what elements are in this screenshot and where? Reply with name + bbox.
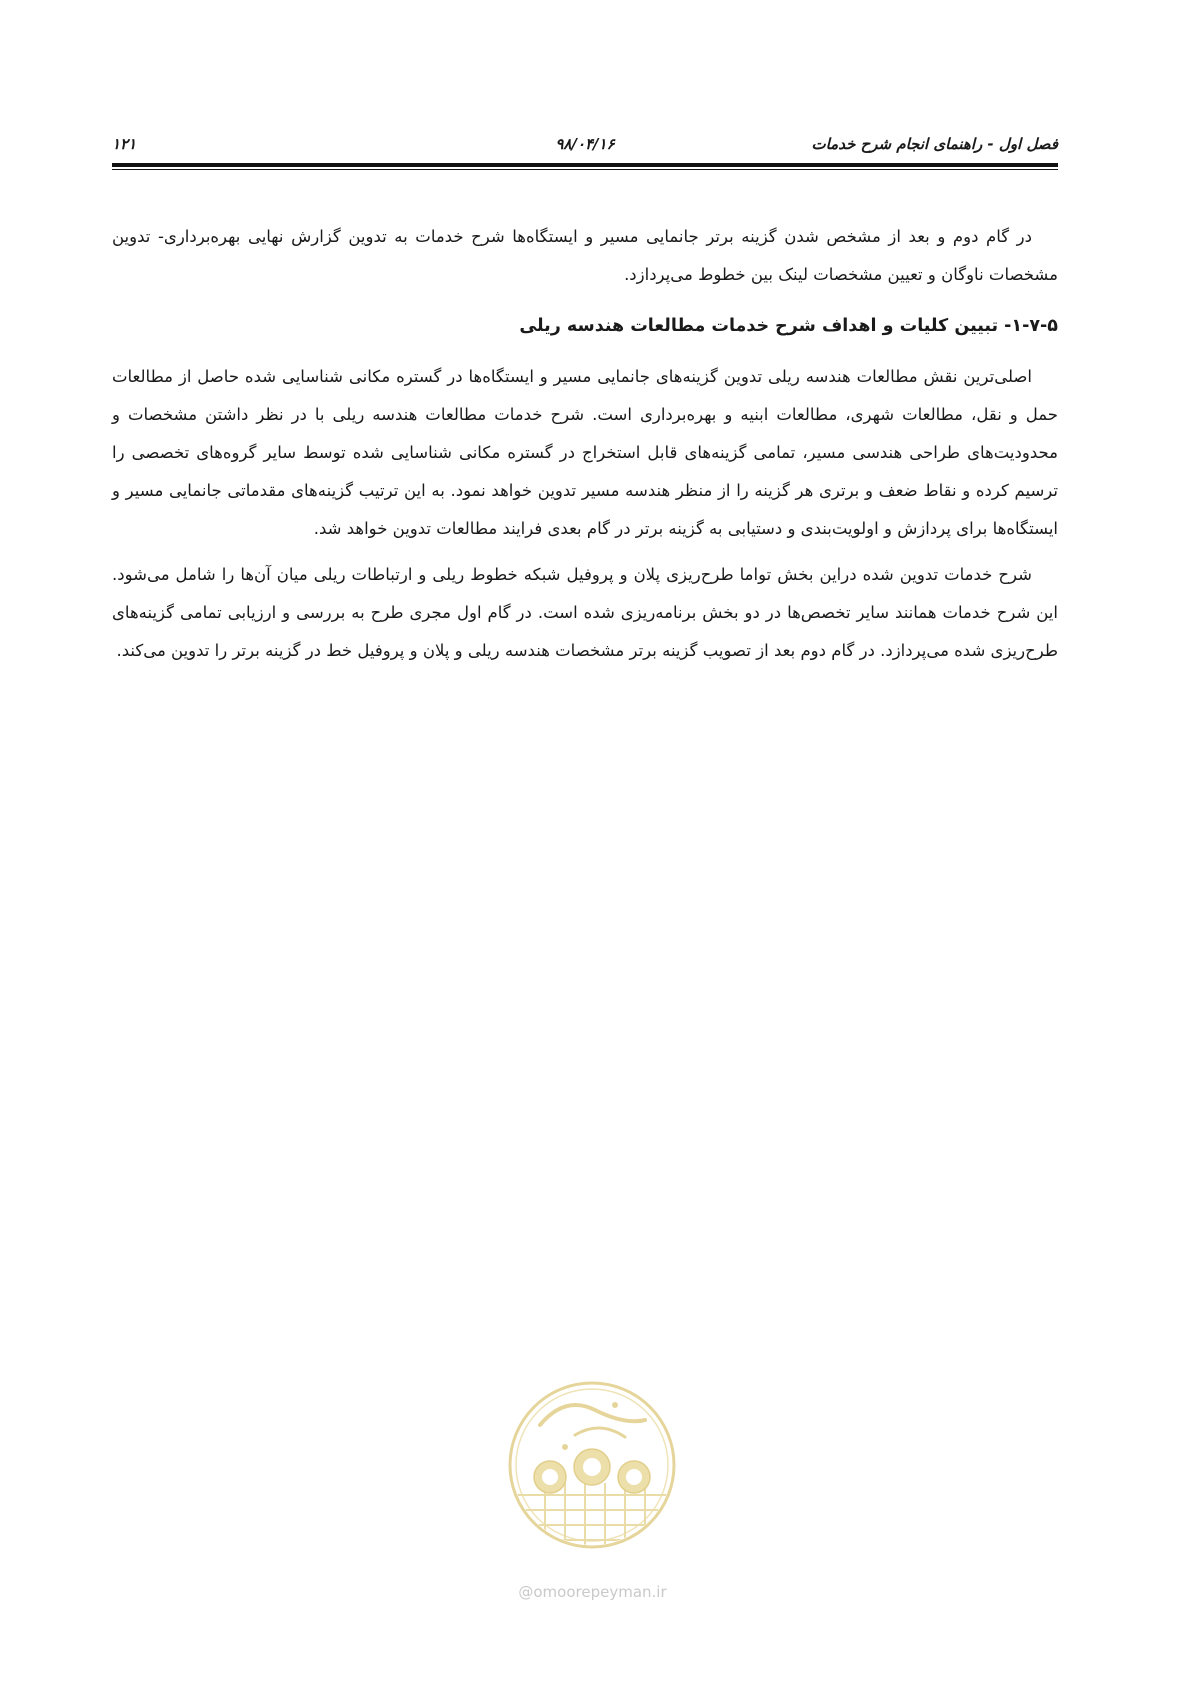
watermark-logo-icon [505, 1365, 680, 1565]
watermark-url: @omoorepeyman.ir [518, 1583, 667, 1601]
page-header [112, 128, 1058, 158]
header-date: ۹۸/۰۴/۱۶ [555, 135, 615, 153]
header-page-number: ۱۲۱ [112, 135, 137, 153]
body-paragraph-1: اصلی‌ترین نقش مطالعات هندسه ریلی تدوین گزینه‌های جانمایی مسیر و ایستگاه‌ها در گستره مکانی شناسایی شده حاصل از مطالعات حمل و نقل، مطالعات شهری، مطالعات ابنیه و بهره‌برداری است. شرح خدمات مطالعات هندسه ریلی با در نظر داشتن مشخصات و محدودیت‌های طراحی هندسی مسیر، تمامی گزینه‌های قابل استخراج در گستره مکانی شناسایی شده توسط سایر گروه‌های تخصصی را ترسیم کرده و نقاط ضعف و برتری هر گزینه را از منظر هندسه مسیر تدوین خواهد نمود. به این ترتیب گزینه‌های مقدماتی جانمایی مسیر و ایستگاه‌ها برای پردازش و اولویت‌بندی و دستیابی به گزینه برتر در گام بعدی فرایند مطالعات تدوین خواهد شد. [112, 367, 1058, 538]
section-heading: ۱-۷-۵- تبیین کلیات و اهداف شرح خدمات مطالعات هندسه ریلی [519, 316, 1058, 336]
page-body [112, 218, 1058, 678]
intro-paragraph: در گام دوم و بعد از مشخص شدن گزینه برتر جانمایی مسیر و ایستگاه‌ها شرح خدمات به تدوین گزارش نهایی بهره‌برداری- تدوین مشخصات ناوگان و تعیین مشخصات لینک بین خطوط می‌پردازد. [112, 227, 1058, 284]
header-rule-thin [112, 169, 1058, 170]
body-paragraph-2: شرح خدمات تدوین شده دراین بخش تواما طرح‌ریزی پلان و پروفیل شبکه خطوط ریلی و ارتباطات ریلی میان آن‌ها را شامل می‌شود. این شرح خدمات همانند سایر تخصص‌ها در دو بخش برنامه‌ریزی شده است. در گام اول مجری طرح به بررسی و ارزیابی تمامی گزینه‌های طرح‌ریزی شده می‌پردازد. در گام دوم بعد از تصویب گزینه برتر مشخصات هندسه ریلی و پلان و پروفیل خط در گزینه برتر را تدوین می‌کند. [112, 565, 1058, 660]
header-chapter-title: فصل اول - راهنمای انجام شرح خدمات [811, 135, 1058, 153]
header-rule-thick [112, 163, 1058, 167]
